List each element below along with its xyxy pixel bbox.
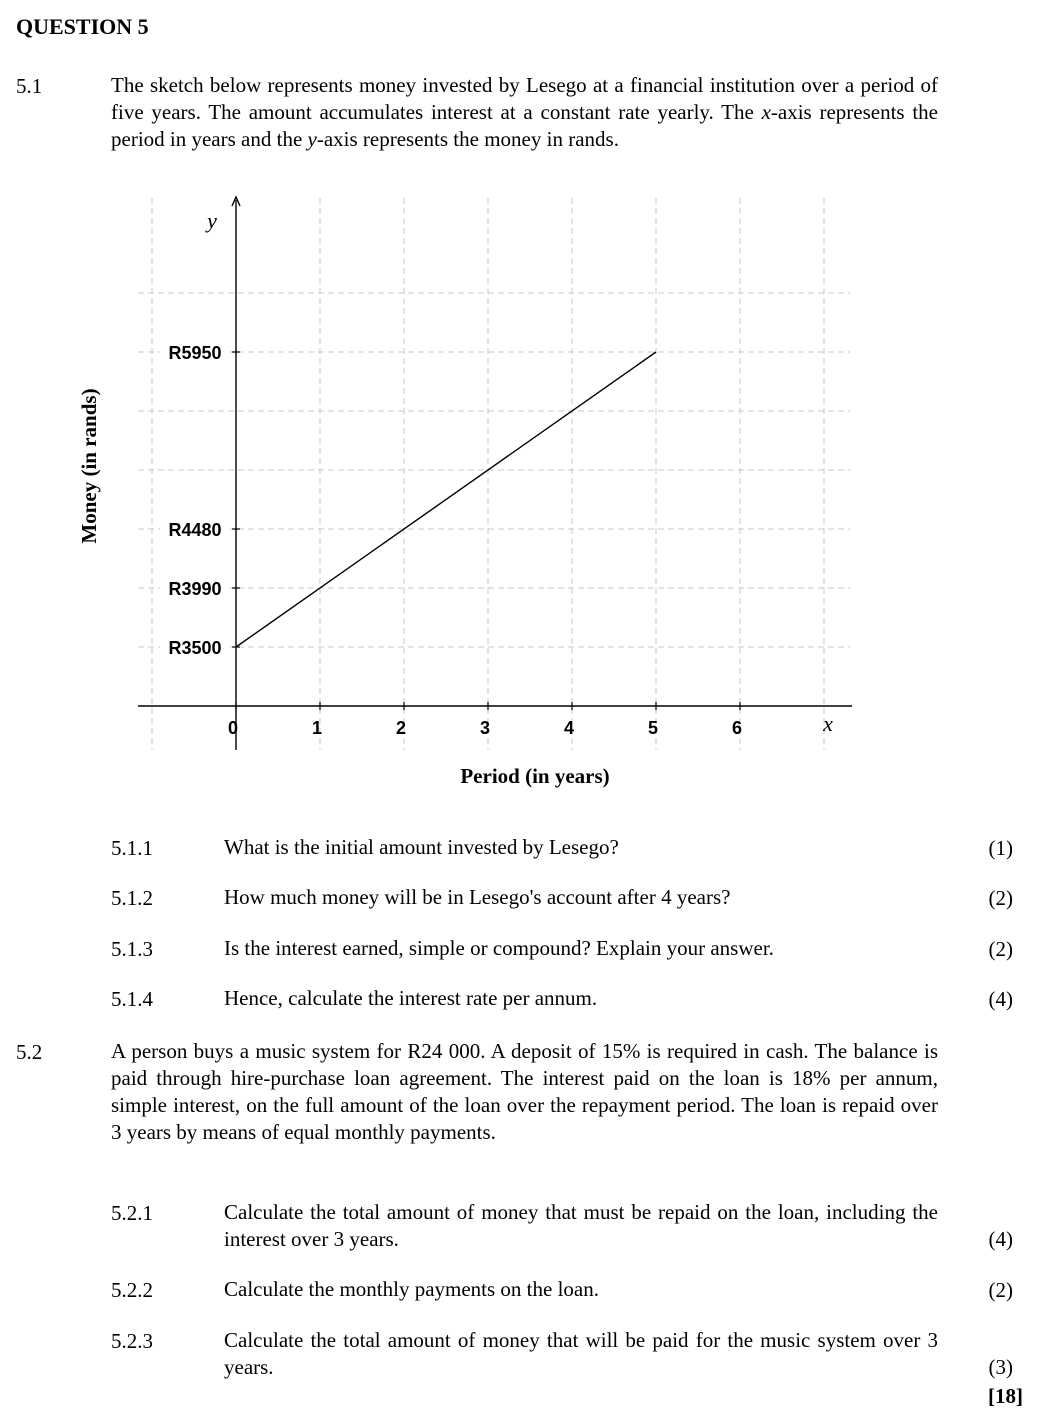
intro-part-2: -axis represents the period in years and the xyxy=(111,100,939,151)
question-5-2-text: A person buys a music system for R24 000. A deposit of 15% is required in cash. The balance is paid through hire-purchase loan agreement. The interest paid on the loan is 18% per annum, simple interest, on the full amount of the loan over the repayment period. The loan is repaid over 3 years by means of equal monthly payments. xyxy=(111,1039,938,1144)
x-axis-name: x xyxy=(823,711,833,736)
sub-question-5-2-marks: (2) xyxy=(988,1278,1013,1302)
y-axis-title: Money (in rands) xyxy=(77,388,101,544)
x-tick-label: 6 xyxy=(731,718,743,738)
sub-question-5-1-marks: (4) xyxy=(988,987,1013,1011)
sub-question-5-2-text: Calculate the total amount of money that will be paid for the music system over 3 years. xyxy=(224,1328,938,1379)
y-axis-name: y xyxy=(207,208,217,233)
sub-question-5-1-number: 5.1.1 xyxy=(111,836,153,860)
sub-question-5-1-text: Hence, calculate the interest rate per annum. xyxy=(224,986,598,1010)
y-tick-label: R3990 xyxy=(168,579,222,599)
sub-question-5-1-number: 5.1.2 xyxy=(111,886,153,910)
sub-question-5-1-marks: (1) xyxy=(988,836,1013,860)
x-tick-label: 3 xyxy=(479,718,491,738)
sub-question-5-1-text: How much money will be in Lesego's account after 4 years? xyxy=(224,885,731,909)
investment-line xyxy=(236,352,656,647)
x-axis-title: Period (in years) xyxy=(460,764,610,788)
x-tick-label: 0 xyxy=(227,718,239,738)
sub-question-5-2-marks: (3) xyxy=(988,1355,1013,1379)
sub-question-5-1-marks: (2) xyxy=(988,937,1013,961)
intro-part-1: The sketch below represents money invested by Lesego at a financial institution over a period of five years. The amount accumulates interest at a constant rate yearly. The xyxy=(111,73,938,124)
sub-question-5-2-number: 5.2.3 xyxy=(111,1329,153,1353)
intro-part-3: -axis represents the money in rands. xyxy=(316,127,619,151)
sub-question-5-2-text: Calculate the monthly payments on the loan. xyxy=(224,1277,599,1301)
sub-question-5-2-text: Calculate the total amount of money that must be repaid on the loan, including the interest over 3 years. xyxy=(224,1200,938,1251)
sub-question-5-1-number: 5.1.4 xyxy=(111,987,153,1011)
chart-axes xyxy=(77,197,852,788)
chart-grid xyxy=(138,198,850,750)
question-title: QUESTION 5 xyxy=(16,14,149,39)
x-tick-label: 1 xyxy=(311,718,323,738)
intro-x-variable: x xyxy=(761,100,771,124)
intro-y-variable: y xyxy=(307,127,317,151)
sub-question-5-1-text: What is the initial amount invested by Lesego? xyxy=(224,835,619,859)
x-tick-label: 5 xyxy=(647,718,659,738)
question-5-2-number: 5.2 xyxy=(16,1040,43,1064)
question-5-1-number: 5.1 xyxy=(16,74,43,98)
sub-question-5-1-marks: (2) xyxy=(988,886,1013,910)
y-tick-label: R4480 xyxy=(168,520,222,540)
chart-series xyxy=(236,352,656,647)
sub-question-5-1-number: 5.1.3 xyxy=(111,937,153,961)
x-tick-label: 4 xyxy=(563,718,575,738)
sub-question-5-2-number: 5.2.2 xyxy=(111,1278,153,1302)
sub-question-5-1-text: Is the interest earned, simple or compound? Explain your answer. xyxy=(224,936,774,960)
sub-question-5-2-marks: (4) xyxy=(988,1227,1013,1251)
y-tick-label: R5950 xyxy=(168,343,222,363)
chart-ticks xyxy=(160,340,742,738)
sub-question-5-2-number: 5.2.1 xyxy=(111,1201,153,1225)
y-tick-label: R3500 xyxy=(168,638,222,658)
total-marks: [18] xyxy=(988,1384,1023,1408)
x-tick-label: 2 xyxy=(395,718,407,738)
